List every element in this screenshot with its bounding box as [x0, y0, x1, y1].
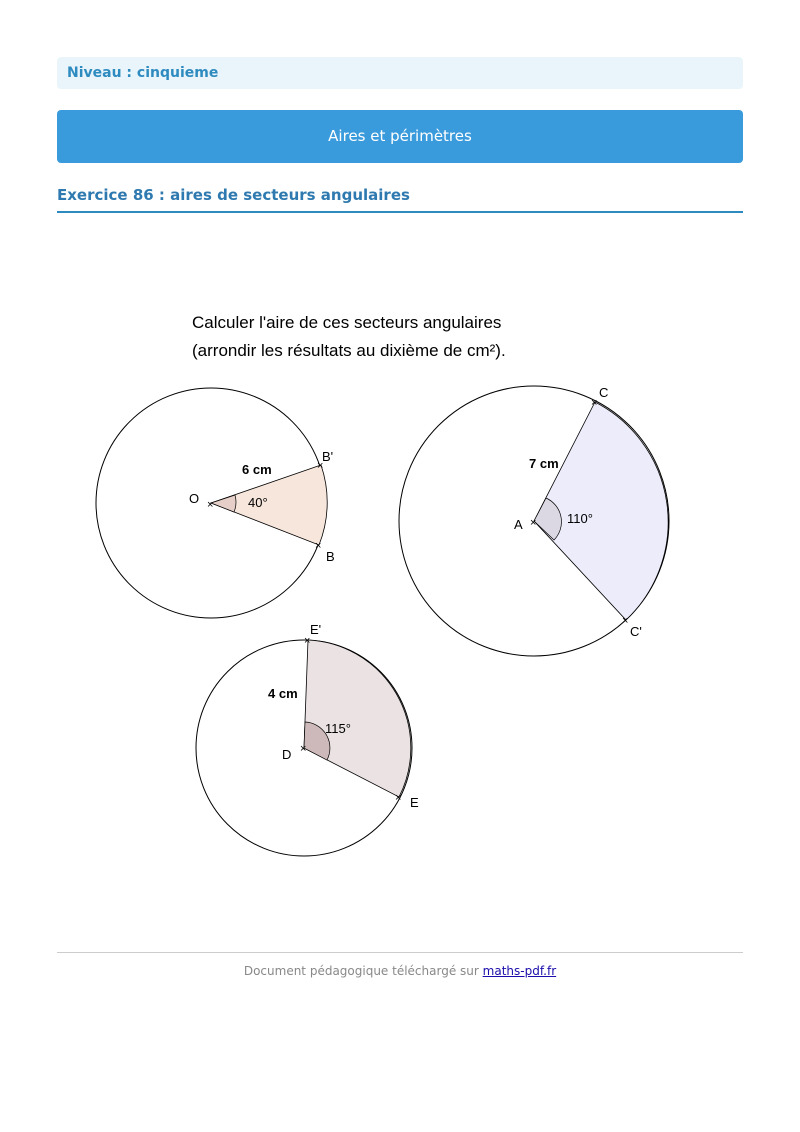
instruction-line-1: Calculer l'aire de ces secteurs angulaires — [192, 313, 502, 332]
angle-label-1: 40° — [248, 495, 268, 510]
point-marker: × — [395, 792, 402, 804]
radius-label-2: 7 cm — [529, 456, 559, 471]
angle-label-2: 110° — [567, 511, 593, 526]
angle-mark-1 — [211, 495, 236, 512]
point-marker: × — [622, 615, 629, 627]
radius-label-3: 4 cm — [268, 686, 298, 701]
instruction-line-2: (arrondir les résultats au dixième de cm²). — [192, 341, 506, 360]
footer — [57, 964, 743, 978]
sector-3 — [304, 640, 411, 797]
label-c: C — [599, 385, 609, 400]
label-c-prime: C' — [630, 624, 642, 639]
point-marker: × — [591, 397, 598, 409]
point-marker: × — [530, 517, 537, 529]
angle-label-3: 115° — [325, 721, 351, 736]
point-marker: × — [317, 460, 324, 472]
circle-2-figure — [399, 385, 669, 656]
label-b: B — [326, 549, 335, 564]
radius-label-1: 6 cm — [242, 462, 272, 477]
point-marker: × — [300, 743, 307, 755]
topic-title: Aires et périmètres — [328, 127, 472, 145]
label-o: O — [189, 491, 200, 506]
exercise-title: Exercice 86 : aires de secteurs angulaires — [57, 184, 743, 213]
label-a: A — [514, 517, 523, 532]
circle-3-figure — [196, 622, 419, 856]
point-marker: × — [315, 540, 322, 552]
label-b-prime: B' — [322, 449, 334, 464]
footer-link[interactable]: maths-pdf.fr — [482, 964, 557, 978]
point-marker: × — [304, 635, 311, 647]
point-marker: × — [207, 499, 214, 511]
footer-divider — [57, 952, 743, 953]
label-e-prime: E' — [310, 622, 322, 637]
label-e: E — [410, 795, 419, 810]
footer-text: Document pédagogique téléchargé sur — [243, 964, 479, 978]
label-d: D — [282, 747, 292, 762]
level-label: Niveau : cinquieme — [67, 65, 219, 81]
circle-1-figure — [96, 388, 335, 618]
